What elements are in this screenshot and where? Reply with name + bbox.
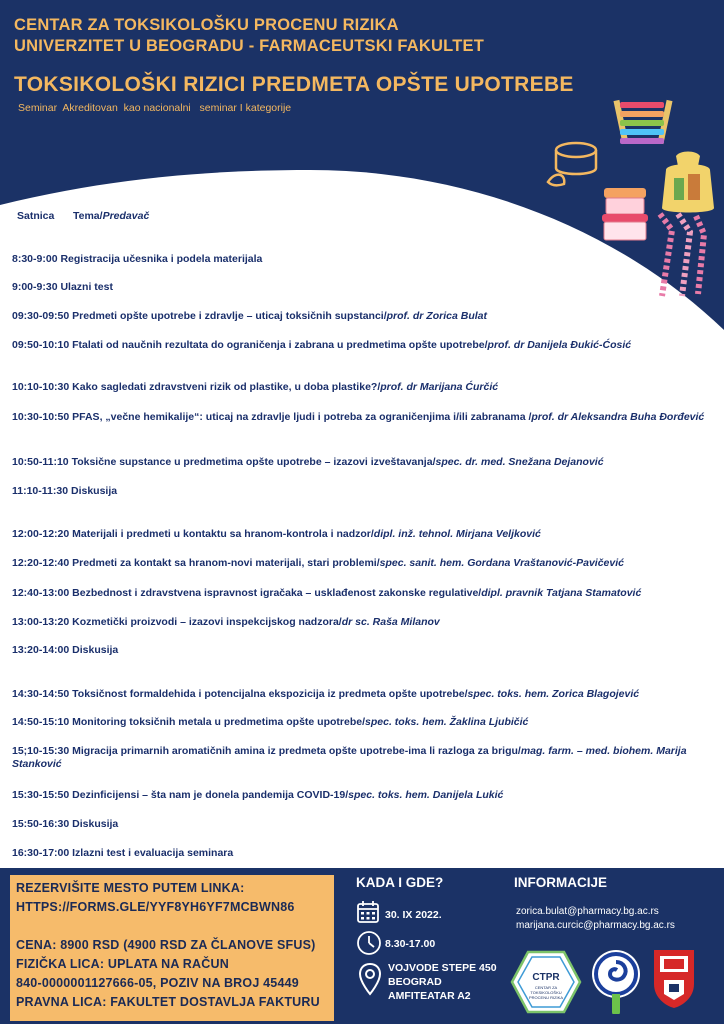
registration-line-1: REZERVIŠITE MESTO PUTEM LINKA:	[16, 881, 245, 895]
ctpr-logo-sub2: TOKSIKOLOŠKU	[530, 990, 562, 995]
address-line-3: AMFITEATAR A2	[388, 990, 471, 1002]
registration-spacer	[16, 917, 334, 936]
registration-box	[10, 875, 334, 1021]
event-time: 8.30-17.00	[385, 938, 436, 950]
schedule-row: 11:10-11:30 Diskusija	[12, 485, 118, 497]
schedule-row: 13:00-13:20 Kozmetički proizvodi – izazovi inspekcijskog nadzora/dr sc. Raša Milanov	[12, 616, 440, 628]
page-title: TOKSIKOLOŠKI RIZICI PREDMETA OPŠTE UPOTREBE	[14, 73, 574, 96]
schedule-row: 8:30-9:00 Registracija učesnika i podela materijala	[12, 253, 263, 265]
clock-icon	[356, 930, 382, 956]
address-line-2: BEOGRAD	[388, 976, 442, 988]
registration-price: CENA: 8900 RSD (4900 RSD ZA ČLANOVE SFUS)	[16, 938, 316, 952]
ctpr-logo-text: CTPR	[532, 972, 560, 983]
schedule-row: 13:20-14:00 Diskusija	[12, 644, 119, 656]
email-1[interactable]: zorica.bulat@pharmacy.bg.ac.rs	[516, 906, 659, 917]
registration-link[interactable]: HTTPS://FORMS.GLE/YYF8YH6YF7MCBWN86	[16, 900, 295, 914]
location-pin-icon	[358, 962, 382, 996]
column-topic	[73, 210, 149, 222]
info-heading: INFORMACIJE	[514, 875, 608, 890]
ctpr-logo-sub3: PROCENU RIZIKA	[528, 995, 564, 1000]
schedule-row: 14:30-14:50 Toksičnost formaldehida i potencijalna ekspozicija iz predmeta opšte upotrebe/spec. toks. hem. Zorica Blagojević	[12, 688, 640, 700]
column-lecturer-label: Predavač	[102, 210, 150, 222]
schedule-row: 12:20-12:40 Predmeti za kontakt sa hranom-novi materijali, stari problemi/spec. sanit. hem. Gordana Vraštanović-Pavičević	[12, 557, 624, 569]
schedule-row: 12:00-12:20 Materijali i predmeti u kontaktu sa hranom-kontrola i nadzor/dipl. inž. tehnol. Mirjana Veljković	[12, 528, 541, 540]
plastic-bag-icon	[658, 148, 718, 216]
food-container-icon	[598, 184, 652, 244]
schedule-row: 09:50-10:10 Ftalati od naučnih rezultata do ograničenja i zabrana u predmetima opšte upotrebe/prof. dr Danijela Đukić-Ćosić	[12, 339, 632, 351]
registration-individuals-2: 840-0000001127666-05, POZIV NA BROJ 45449	[16, 976, 299, 990]
schedule-row: 10:30-10:50 PFAS, „večne hemikalije“: uticaj na zdravlje ljudi i potreba za ograničenjima i/ili zabranama /prof. dr Aleksandra Buha Đorđević	[12, 411, 705, 423]
schedule-row: 14:50-15:10 Monitoring toksičnih metala u predmetima opšte upotrebe/spec. toks. hem. Žaklina Ljubičić	[12, 716, 529, 728]
address-line-1: VOJVODE STEPE 450	[388, 962, 497, 974]
university-crest-icon	[652, 948, 696, 1010]
subtitle: Seminar Akreditovan kao nacionalni seminar I kategorije	[18, 102, 292, 114]
organization	[14, 15, 484, 57]
when-where-heading: KADA I GDE?	[356, 875, 444, 890]
schedule-row: 15:50-16:30 Diskusija	[12, 818, 119, 830]
registration-legal: PRAVNA LICA: FAKULTET DOSTAVLJA FAKTURU	[16, 995, 320, 1009]
column-topic-label: Tema/	[73, 210, 103, 222]
xylophone-icon	[612, 92, 674, 150]
ctpr-logo-sub1: CENTAR ZA	[534, 985, 558, 990]
schedule-row: 12:40-13:00 Bezbednost i zdravstvena ispravnost igračaka – usklađenost zakonske regulative/dipl. pravnik Tatjana Stamatović	[12, 587, 642, 599]
column-time: Satnica	[17, 210, 55, 222]
ctpr-logo	[510, 950, 582, 1014]
schedule-row: 9:00-9:30 Ulazni test	[12, 281, 113, 293]
cosmetics-jar-icon	[544, 134, 604, 190]
schedule-row: 15:30-15:50 Dezinficijensi – šta nam je donela pandemija COVID-19/spec. toks. hem. Danijela Lukić	[12, 789, 504, 801]
schedule-row: 10:50-11:10 Toksične supstance u predmetima opšte upotrebe – izazovi izveštavanja/spec. dr. med. Snežana Dejanović	[12, 456, 604, 468]
org-line-2: UNIVERZITET U BEOGRADU - FARMACEUTSKI FAKULTET	[14, 37, 484, 55]
email-2[interactable]: marijana.curcic@pharmacy.bg.ac.rs	[516, 920, 675, 931]
schedule-row: 09:30-09:50 Predmeti opšte upotrebe i zdravlje – uticaj toksičnih supstanci/prof. dr Zorica Bulat	[12, 310, 487, 322]
schedule-row: 15;10-15:30 Migracija primarnih aromatičnih amina iz predmeta opšte upotrebe-ima li razloga za brigu/mag. farm. – med. biohem. Marija Stanković	[12, 745, 687, 770]
event-address	[388, 961, 497, 1003]
org-line-1: CENTAR ZA TOKSIKOLOŠKU PROCENU RIZIKA	[14, 16, 399, 34]
schedule-row: 16:30-17:00 Izlazni test i evaluacija seminara	[12, 847, 234, 859]
faculty-spiral-logo	[590, 948, 642, 1014]
schedule-row: 10:10-10:30 Kako sagledati zdravstveni rizik od plastike, u doba plastike?/prof. dr Marijana Ćurčić	[12, 381, 499, 393]
registration-individuals-1: FIZIČKA LICA: UPLATA NA RAČUN	[16, 957, 229, 971]
calendar-icon	[356, 900, 380, 924]
event-date: 30. IX 2022.	[385, 909, 442, 921]
